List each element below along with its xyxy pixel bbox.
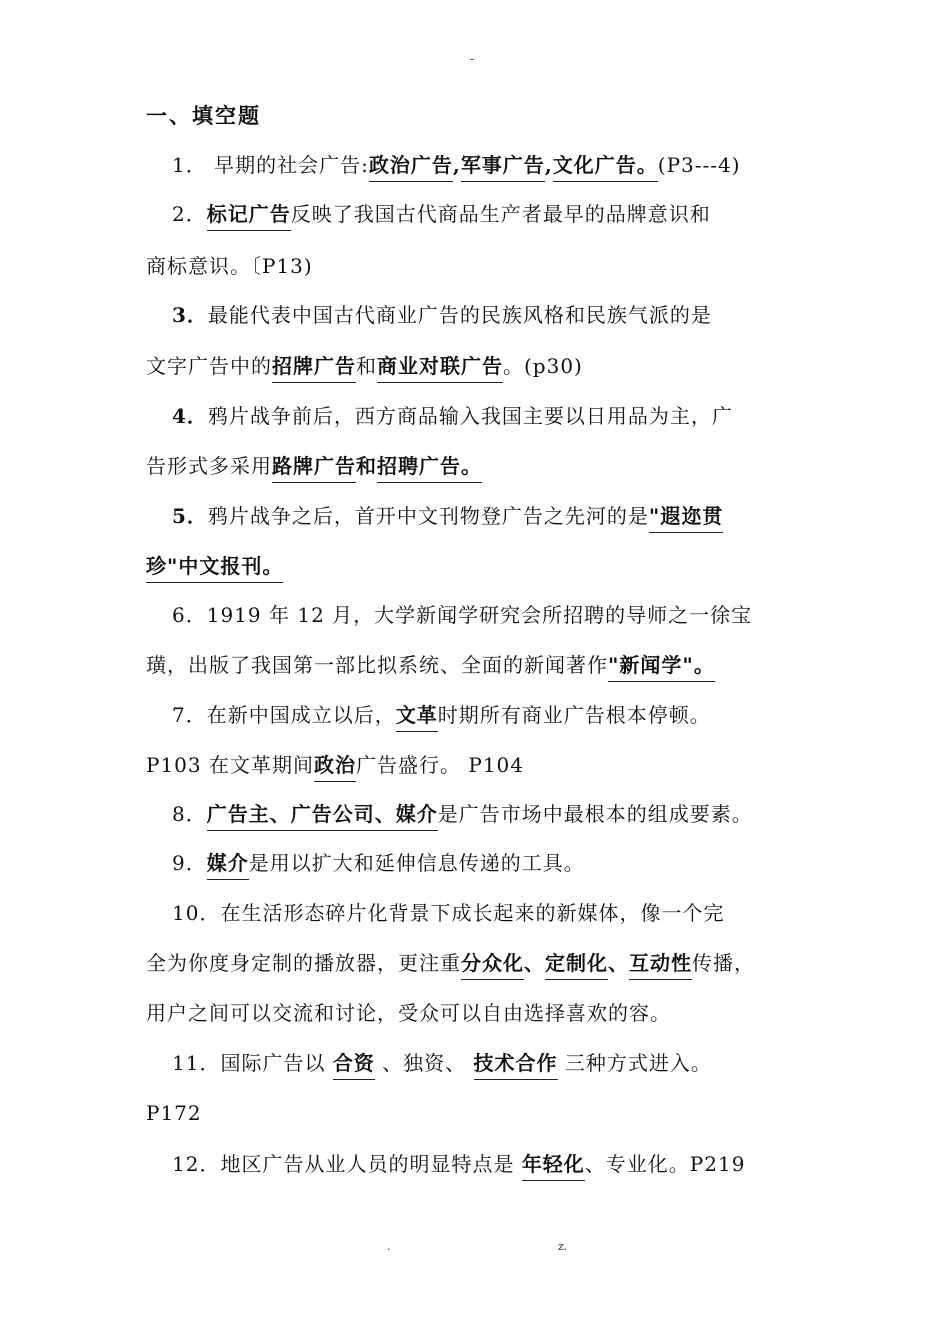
question-9 [172,848,585,878]
answer: 商业对联广告 [377,354,503,383]
answer: 年轻化 [522,1152,585,1181]
answer: 广告主、广告公司、媒介 [207,802,438,831]
question-number: 8． [172,802,207,826]
question-7 [172,700,711,730]
answer: 政治广告 [369,153,453,182]
question-7-cont [146,750,524,780]
conjunction: 和 [356,354,377,378]
page-reference: 。(p30) [503,354,583,378]
question-text: 时期所有商业广告根本停顿。 [437,703,711,727]
question-number: 3． [172,303,208,327]
question-3 [172,300,712,330]
question-number: 11． [172,1051,221,1075]
question-11 [172,1048,712,1078]
separator: 、 [524,951,545,975]
question-text: 璜，出版了我国第一部比拟系统、全面的新闻著作 [146,653,608,677]
header-mark: - [470,52,475,66]
question-text: 早期的社会广告: [206,153,369,177]
question-number: 9． [172,851,207,875]
question-10-cont2 [146,998,671,1028]
question-number: 6． [172,603,207,627]
question-number: 5． [172,504,208,528]
answer: 定制化 [545,951,608,980]
question-text: 反映了我国古代商品生产者最早的品牌意识和 [290,202,711,226]
question-number: 4． [172,404,208,428]
question-number: 10． [172,901,221,925]
answer: 分众化 [461,951,524,980]
question-2-cont [146,251,313,281]
answer: 技术合作 [474,1051,558,1080]
footer-right-mark: z. [558,1240,568,1253]
question-text: 广告盛行。 P104 [356,753,524,777]
answer: 合资 [333,1051,375,1080]
question-6 [172,600,752,630]
answer: 招牌广告 [272,354,356,383]
question-text: 是用以扩大和延伸信息传递的工具。 [248,851,585,875]
answer: 文化广告。 [553,153,658,182]
question-5-cont [146,551,283,581]
answer: "遐迩贯 [649,504,723,533]
answer: 路牌广告 [272,454,356,483]
answer: 军事广告 [461,153,545,182]
question-text: 告形式多采用 [146,454,272,478]
question-text: 国际广告以 [220,1051,333,1075]
question-text: 用户之间可以交流和讨论，受众可以自由选择喜欢的容。 [146,1001,671,1025]
page-reference: P172 [146,1101,202,1125]
question-2 [172,199,711,229]
question-10 [172,898,724,928]
question-text: 是广告市场中最根本的组成要素。 [437,802,753,826]
answer: 珍"中文报刊。 [146,554,283,583]
question-text: 鸦片战争前后，西方商品输入我国主要以日用品为主，广 [207,404,733,428]
question-11-cont [146,1098,202,1128]
page-reference: (P3---4) [657,153,741,177]
question-number: 1． [172,153,207,177]
question-text: 最能代表中国古代商业广告的民族风格和民族气派的是 [207,303,712,327]
question-text: 在新中国成立以后， [206,703,396,727]
question-text: P103 在文革期间 [146,753,314,777]
question-6-cont [146,650,715,680]
question-text: 1919 年 12 月，大学新闻学研究会所招聘的导师之一徐宝 [206,603,753,627]
question-text: 、独资、 [374,1051,474,1075]
question-text: 全为你度身定制的播放器，更注重 [146,951,461,975]
answer: 文革 [396,703,438,732]
question-text: 文字广告中的 [146,354,272,378]
question-4-cont [146,451,482,481]
question-number: 2． [172,202,207,226]
question-8 [172,799,753,829]
question-3-cont [146,351,583,381]
question-number: 12． [172,1152,221,1176]
question-text: 商标意识。〔P13) [146,254,313,278]
question-12 [172,1149,745,1179]
question-text: 传播， [692,951,755,975]
question-number: 7． [172,703,207,727]
question-text: 地区广告从业人员的明显特点是 [220,1152,522,1176]
separator: , [544,153,553,177]
question-5 [172,501,723,531]
answer: 政治 [314,753,356,782]
answer: 标记广告 [207,202,291,231]
answer: "新闻学"。 [608,653,715,682]
answer: 招聘广告。 [377,454,482,483]
question-1 [172,150,741,180]
section-title: 一、填空题 [146,103,261,128]
question-4 [172,401,733,431]
answer: 互动性 [629,951,692,980]
separator: , [452,153,461,177]
conjunction: 和 [356,454,377,478]
separator: 、 [608,951,629,975]
question-text: 三种方式进入。 [557,1051,712,1075]
question-text: 、专业化。P219 [584,1152,746,1176]
question-10-cont [146,948,755,978]
question-text: 在生活形态碎片化背景下成长起来的新媒体，像一个完 [220,901,725,925]
question-text: 鸦片战争之后，首开中文刊物登广告之先河的是 [207,504,649,528]
footer-left-mark: . [387,1240,391,1253]
answer: 媒介 [207,851,249,880]
